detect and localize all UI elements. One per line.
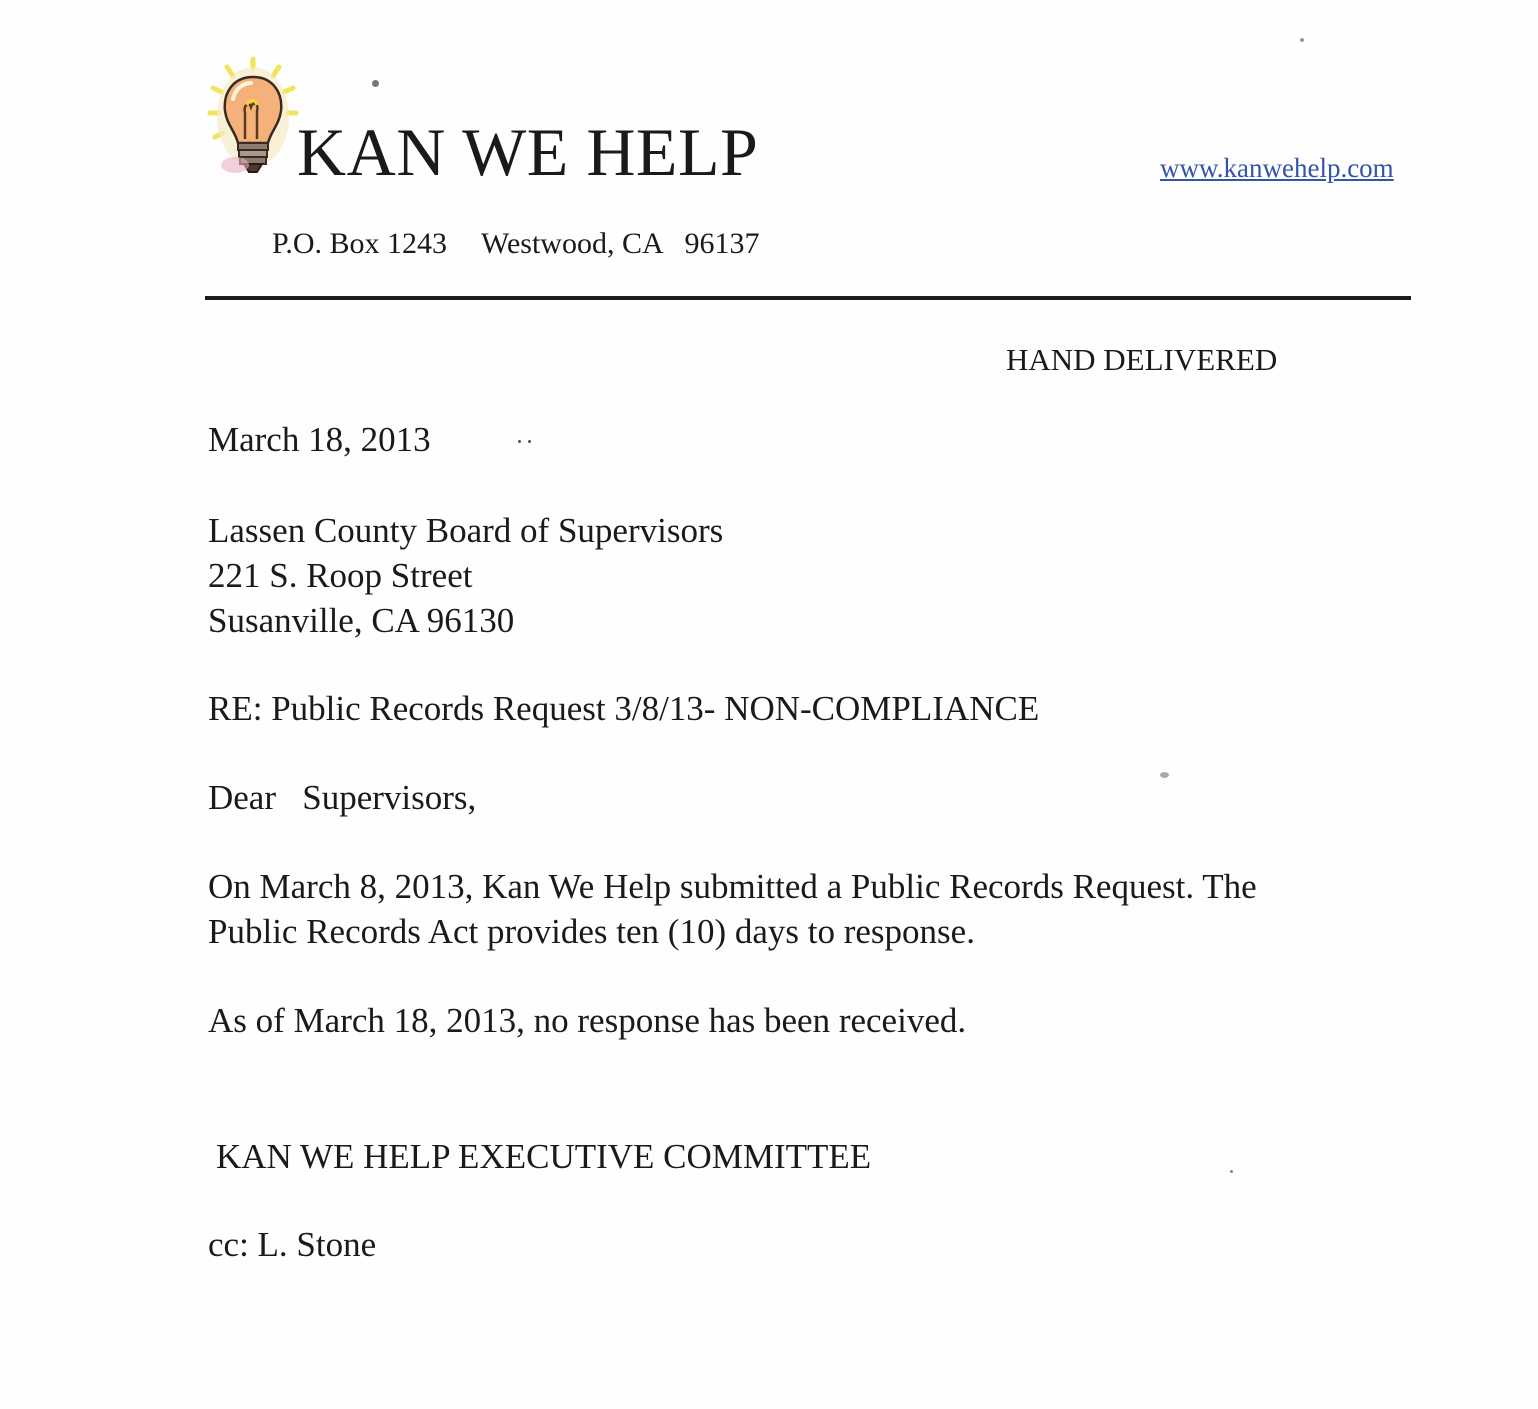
city-state-zip: Westwood, CA 96137 xyxy=(481,227,760,260)
recipient-line-1: Lassen County Board of Supervisors xyxy=(208,511,724,550)
letterhead-address xyxy=(272,226,759,262)
cc-line: cc: L. Stone xyxy=(208,1225,377,1264)
organization-name: KAN WE HELP xyxy=(297,114,759,190)
delivery-note: HAND DELIVERED xyxy=(1006,342,1278,377)
recipient-address xyxy=(208,508,723,643)
recipient-line-3: Susanville, CA 96130 xyxy=(208,601,515,640)
body-paragraph-1-line-1: On March 8, 2013, Kan We Help submitted a Public Records Request. The xyxy=(208,867,1257,906)
letterhead-divider xyxy=(205,296,1411,300)
scan-speck xyxy=(528,440,531,443)
body-paragraph-1 xyxy=(208,864,1257,954)
body-paragraph-1-line-2: Public Records Act provides ten (10) days to response. xyxy=(208,912,975,951)
body-paragraph-2: As of March 18, 2013, no response has been received. xyxy=(208,1001,967,1040)
scan-speck xyxy=(372,80,379,87)
scan-speck xyxy=(1160,772,1169,778)
scan-speck xyxy=(1300,38,1304,42)
lightbulb-icon xyxy=(205,55,300,180)
po-box: P.O. Box 1243 xyxy=(272,227,448,260)
salutation: Dear Supervisors, xyxy=(208,778,477,817)
letter-date: March 18, 2013 xyxy=(208,420,431,459)
scan-speck xyxy=(1230,1170,1233,1173)
signature-block: KAN WE HELP EXECUTIVE COMMITTEE xyxy=(216,1137,872,1176)
website-link[interactable]: www.kanwehelp.com xyxy=(1160,153,1394,183)
subject-line: RE: Public Records Request 3/8/13- NON-COMPLIANCE xyxy=(208,689,1040,728)
recipient-line-2: 221 S. Roop Street xyxy=(208,556,473,595)
scan-speck xyxy=(518,440,521,443)
